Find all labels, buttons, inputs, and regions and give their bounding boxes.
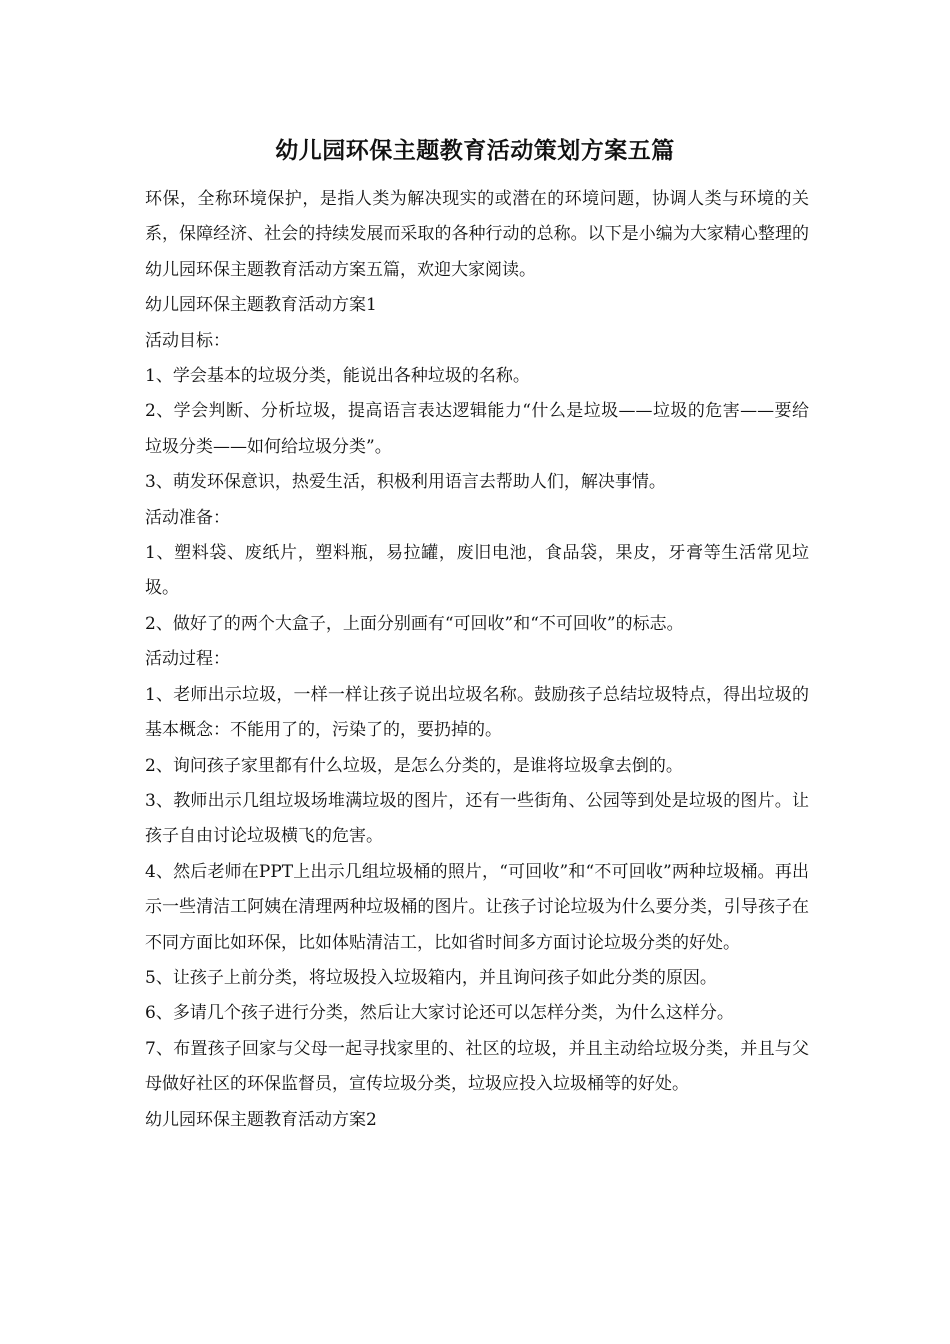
preparation-item-2: 2、做好了的两个大盒子，上面分别画有“可回收”和“不可回收”的标志。 <box>145 613 684 634</box>
section-heading-plan-1: 幼儿园环保主题教育活动方案1 <box>145 295 377 316</box>
goal-item-1: 1、学会基本的垃圾分类，能说出各种垃圾的名称。 <box>145 366 530 387</box>
activity-goals-heading: 活动目标： <box>145 330 230 351</box>
process-step-6: 6、多请几个孩子进行分类，然后让大家讨论还可以怎样分类，为什么这样分。 <box>145 1003 734 1024</box>
process-step-5: 5、让孩子上前分类，将垃圾投入垃圾箱内，并且询问孩子如此分类的原因。 <box>145 967 717 988</box>
goal-item-3: 3、萌发环保意识，热爱生活，积极利用语言去帮助人们，解决事情。 <box>145 472 666 493</box>
process-step-2: 2、询问孩子家里都有什么垃圾，是怎么分类的，是谁将垃圾拿去倒的。 <box>145 755 683 776</box>
preparation-item-1: 1、塑料袋、废纸片，塑料瓶，易拉罐，废旧电池，食品袋，果皮，牙膏等生活常见垃圾。 <box>145 543 809 599</box>
activity-process-heading: 活动过程： <box>145 649 230 670</box>
activity-preparation-heading: 活动准备： <box>145 507 230 528</box>
process-step-4: 4、然后老师在PPT上出示几组垃圾桶的照片，“可回收”和“不可回收”两种垃圾桶。再出示一些清洁工阿姨在清理两种垃圾桶的图片。让孩子讨论垃圾为什么要分类，引导孩子在不同方面比如环保，比如体贴清洁工，比如省时间多方面讨论垃圾分类的好处。 <box>145 861 809 953</box>
goal-item-2: 2、学会判断、分析垃圾，提高语言表达逻辑能力“什么是垃圾——垃圾的危害——要给垃圾分类——如何给垃圾分类”。 <box>145 401 809 457</box>
process-step-7: 7、布置孩子回家与父母一起寻找家里的、社区的垃圾，并且主动给垃圾分类，并且与父母做好社区的环保监督员，宣传垃圾分类，垃圾应投入垃圾桶等的好处。 <box>145 1038 809 1095</box>
document-body <box>145 182 809 1138</box>
section-heading-plan-2: 幼儿园环保主题教育活动方案2 <box>145 1109 377 1130</box>
process-step-1: 1、老师出示垃圾，一样一样让孩子说出垃圾名称。鼓励孩子总结垃圾特点，得出垃圾的基本概念：不能用了的，污染了的，要扔掉的。 <box>145 684 809 741</box>
document-title: 幼儿园环保主题教育活动策划方案五篇 <box>275 137 675 164</box>
process-step-3: 3、教师出示几组垃圾场堆满垃圾的图片，还有一些街角、公园等到处是垃圾的图片。让孩子自由讨论垃圾横飞的危害。 <box>145 790 809 847</box>
intro-paragraph: 环保，全称环境保护，是指人类为解决现实的或潜在的环境问题，协调人类与环境的关系，保障经济、社会的持续发展而采取的各种行动的总称。以下是小编为大家精心整理的幼儿园环保主题教育活动方案五篇，欢迎大家阅读。 <box>145 189 809 280</box>
